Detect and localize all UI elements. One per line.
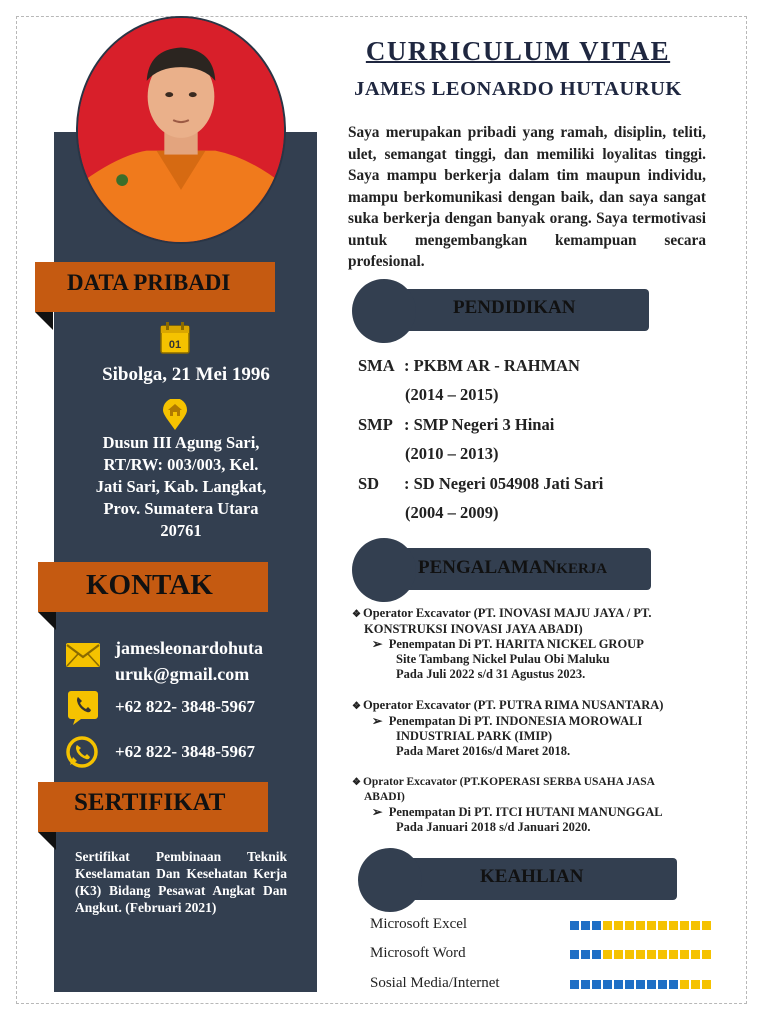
experience-place: Penempatan Di PT. HARITA NICKEL GROUP bbox=[388, 637, 644, 651]
skill-square-empty bbox=[625, 950, 634, 959]
birth-place-date: Sibolga, 21 Mei 1996 bbox=[102, 364, 270, 385]
profile-photo bbox=[76, 16, 286, 244]
skill-level-bar bbox=[570, 980, 711, 991]
skill-square-empty bbox=[691, 980, 700, 989]
skill-square-empty bbox=[702, 950, 711, 959]
skill-square-filled bbox=[592, 921, 601, 930]
edu-level: SMA bbox=[358, 356, 395, 375]
skill-square-filled bbox=[636, 980, 645, 989]
skill-square-empty bbox=[680, 921, 689, 930]
address-line: Dusun III Agung Sari, bbox=[102, 433, 260, 452]
certificate-text: Sertifikat Pembinaan Teknik Keselamatan Dan Kesehatan Kerja (K3) Bidang Pesawat Angkat Dan Angkut. (Februari 2021) bbox=[75, 849, 287, 915]
section-circle bbox=[358, 848, 422, 912]
heading-sertifikat: SERTIFIKAT bbox=[38, 782, 268, 832]
address bbox=[70, 432, 292, 542]
experience-place: Penempatan Di PT. INDONESIA MOROWALI bbox=[388, 714, 643, 728]
skill-square-filled bbox=[603, 980, 612, 989]
experience-role: Operator Excavator (PT. PUTRA RIMA NUSANTARA) bbox=[362, 698, 664, 712]
experience-role: KONSTRUKSI INOVASI JAYA ABADI) bbox=[364, 622, 583, 636]
skill-square-filled bbox=[625, 980, 634, 989]
calendar-icon bbox=[160, 322, 190, 359]
skill-square-filled bbox=[581, 950, 590, 959]
edu-years: (2014 – 2015) bbox=[405, 385, 499, 404]
skill-square-filled bbox=[581, 980, 590, 989]
section-circle bbox=[352, 279, 416, 343]
skill-square-filled bbox=[570, 921, 579, 930]
ribbon-fold bbox=[38, 612, 56, 630]
experience-place: Penempatan Di PT. ITCI HUTANI MANUNGGAL bbox=[388, 805, 663, 819]
skill-name: Microsoft Word bbox=[370, 945, 466, 961]
skill-square-filled bbox=[658, 980, 667, 989]
experience-period: Pada Maret 2016s/d Maret 2018. bbox=[396, 744, 571, 758]
heading-pengalaman-main: PENGALAMAN bbox=[418, 557, 557, 578]
experience-place: Site Tambang Nickel Pulau Obi Maluku bbox=[396, 652, 610, 666]
skill-level-bar bbox=[570, 950, 711, 961]
edu-level: SMP bbox=[358, 415, 393, 434]
section-circle bbox=[352, 538, 416, 602]
experience-period: Pada Januari 2018 s/d Januari 2020. bbox=[396, 820, 591, 834]
home-location-icon bbox=[162, 399, 188, 436]
email-address[interactable] bbox=[115, 635, 315, 687]
skill-square-empty bbox=[625, 921, 634, 930]
heading-pengalaman-kerja bbox=[418, 557, 607, 579]
person-name: JAMES LEONARDO HUTAURUK bbox=[354, 78, 682, 100]
heading-kontak: KONTAK bbox=[38, 562, 268, 612]
edu-school: : SMP Negeri 3 Hinai bbox=[404, 415, 555, 434]
skill-square-empty bbox=[603, 950, 612, 959]
edu-level: SD bbox=[358, 474, 380, 493]
address-line: RT/RW: 003/003, Kel. bbox=[103, 455, 259, 474]
diamond-bullet-icon: ❖ bbox=[352, 701, 361, 712]
edu-years: (2010 – 2013) bbox=[405, 444, 499, 463]
skill-square-empty bbox=[603, 921, 612, 930]
experience-period: Pada Juli 2022 s/d 31 Agustus 2023. bbox=[396, 667, 586, 681]
skill-square-filled bbox=[614, 980, 623, 989]
experience-role: Operator Excavator (PT. INOVASI MAJU JAYA / PT. bbox=[362, 606, 652, 620]
email-line: uruk@gmail.com bbox=[115, 664, 250, 684]
phone-number[interactable]: +62 822- 3848-5967 bbox=[115, 697, 256, 716]
arrow-bullet-icon: ➢ bbox=[372, 805, 383, 819]
calendar-day: 01 bbox=[168, 339, 182, 351]
profile-summary: Saya merupakan pribadi yang ramah, disiplin, teliti, ulet, semangat tinggi, dan memiliki loyalitas tinggi. Saya mampu berkerja dalam tim maupun individu, mampu berkomunikasi dengan baik, dan saya sangat suka berkerja dengan banyak orang. Saya termotivasi untuk mengembangkan kemampuan secara profesional. bbox=[348, 124, 706, 270]
skill-square-empty bbox=[658, 921, 667, 930]
skill-square-empty bbox=[702, 921, 711, 930]
ribbon-fold bbox=[35, 312, 53, 330]
skill-square-empty bbox=[647, 921, 656, 930]
edu-school: : SD Negeri 054908 Jati Sari bbox=[404, 474, 604, 493]
skill-name: Sosial Media/Internet bbox=[370, 975, 500, 991]
mail-icon bbox=[65, 642, 101, 673]
skill-square-filled bbox=[592, 950, 601, 959]
heading-data-pribadi: DATA PRIBADI bbox=[35, 262, 275, 312]
diamond-bullet-icon: ❖ bbox=[352, 777, 361, 788]
arrow-bullet-icon: ➢ bbox=[372, 714, 383, 728]
heading-pengalaman-small: KERJA bbox=[556, 561, 608, 577]
skill-square-empty bbox=[669, 921, 678, 930]
experience-role: ABADI) bbox=[364, 791, 405, 803]
skill-square-filled bbox=[570, 980, 579, 989]
skill-square-empty bbox=[636, 950, 645, 959]
skill-square-empty bbox=[702, 980, 711, 989]
experience-item bbox=[352, 698, 734, 759]
heading-keahlian: KEAHLIAN bbox=[480, 866, 584, 887]
skill-square-filled bbox=[592, 980, 601, 989]
skill-square-empty bbox=[691, 921, 700, 930]
skill-square-empty bbox=[669, 950, 678, 959]
skill-level-bar bbox=[570, 921, 711, 932]
whatsapp-icon bbox=[65, 735, 99, 774]
skill-square-empty bbox=[614, 950, 623, 959]
skill-square-filled bbox=[669, 980, 678, 989]
experience-item bbox=[352, 775, 734, 835]
email-line: jamesleonardohuta bbox=[115, 638, 263, 658]
address-line: Prov. Sumatera Utara bbox=[103, 499, 259, 518]
ribbon-fold bbox=[38, 832, 56, 850]
skill-square-filled bbox=[570, 950, 579, 959]
skill-square-empty bbox=[636, 921, 645, 930]
skill-square-empty bbox=[680, 980, 689, 989]
edu-school: : PKBM AR - RAHMAN bbox=[404, 356, 580, 375]
experience-role: Oprator Excavator (PT.KOPERASI SERBA USAHA JASA bbox=[362, 776, 655, 788]
skill-square-empty bbox=[691, 950, 700, 959]
skill-square-empty bbox=[614, 921, 623, 930]
address-line: 20761 bbox=[160, 521, 202, 540]
skill-square-empty bbox=[647, 950, 656, 959]
cv-title: CURRICULUM VITAE bbox=[365, 36, 671, 66]
address-line: Jati Sari, Kab. Langkat, bbox=[95, 477, 267, 496]
experience-item bbox=[352, 606, 734, 682]
skill-square-filled bbox=[647, 980, 656, 989]
heading-pendidikan: PENDIDIKAN bbox=[453, 297, 576, 318]
diamond-bullet-icon: ❖ bbox=[352, 609, 361, 620]
arrow-bullet-icon: ➢ bbox=[372, 637, 383, 651]
skill-square-filled bbox=[581, 921, 590, 930]
edu-years: (2004 – 2009) bbox=[405, 503, 499, 522]
phone-icon bbox=[67, 690, 99, 731]
skill-square-empty bbox=[680, 950, 689, 959]
whatsapp-number[interactable]: +62 822- 3848-5967 bbox=[115, 742, 256, 761]
skill-square-empty bbox=[658, 950, 667, 959]
experience-place: INDUSTRIAL PARK (IMIP) bbox=[396, 729, 553, 743]
skill-name: Microsoft Excel bbox=[370, 916, 468, 932]
